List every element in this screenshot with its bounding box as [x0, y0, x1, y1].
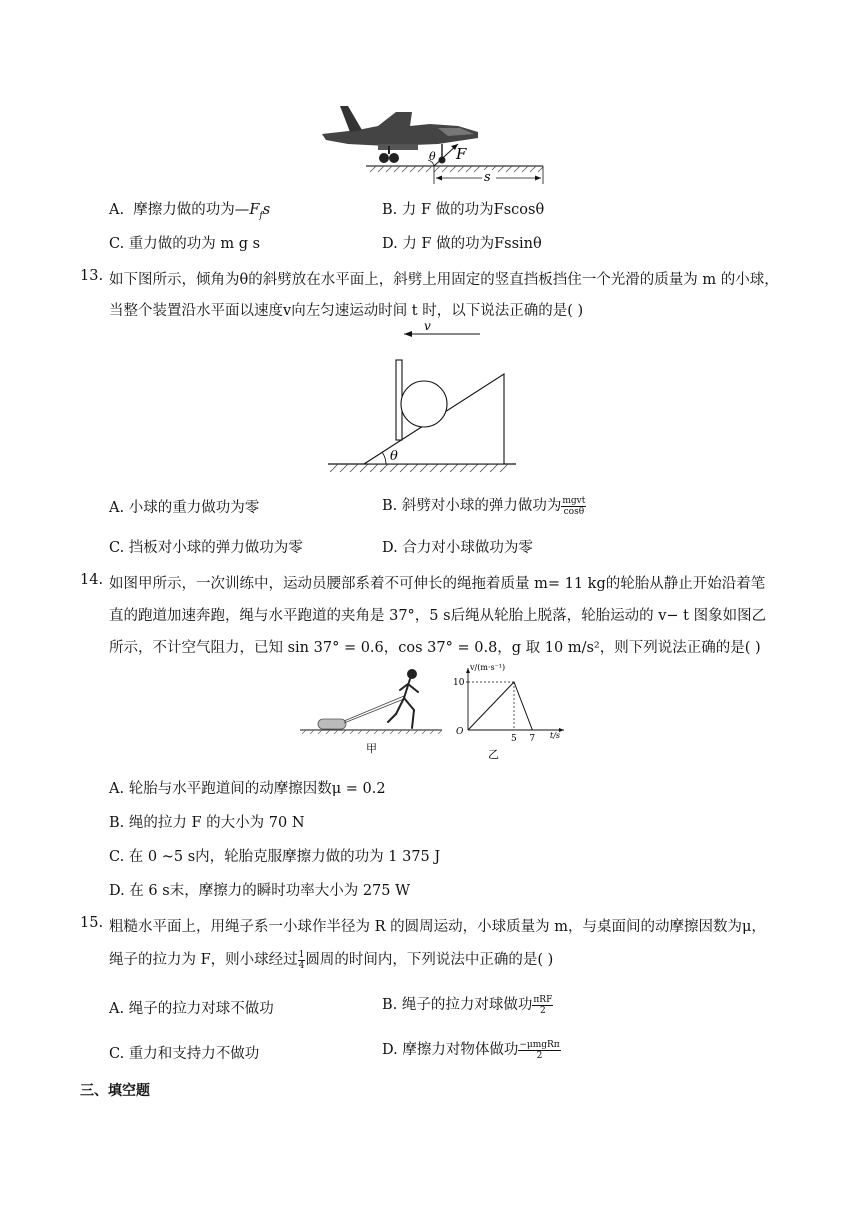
q12-option-b: B. 力 F 做的功为Fscosθ	[382, 202, 545, 218]
q13-option-a: A. 小球的重力做功为零	[109, 500, 260, 516]
figure-yi-label: 乙	[488, 748, 499, 760]
q14-stem-line3: 所示，不计空气阻力，已知 sin 37° = 0.6，cos 37° = 0.8，g 取 10 m/s²，则下列说法正确的是( )	[109, 640, 761, 656]
vt-xtick-label: 7	[529, 734, 536, 744]
displacement-label: s	[484, 170, 491, 185]
q14-option-b: B. 绳的拉力 F 的大小为 70 N	[109, 815, 305, 831]
ball-icon	[401, 381, 447, 427]
q14-option-a: A. 轮胎与水平跑道间的动摩擦因数μ = 0.2	[109, 781, 386, 797]
q14-option-d: D. 在 6 s末，摩擦力的瞬时功率大小为 275 W	[109, 883, 411, 899]
vt-ytick-label: 10	[453, 678, 465, 688]
q15-stem-line2: 绳子的拉力为 F，则小球经过 $\frac{1}{4}$ 圆周的时间内，下列说法中正确的是( )	[109, 949, 554, 971]
origin-label: O	[456, 727, 464, 737]
tire-icon	[318, 719, 346, 729]
q13-option-d: D. 合力对小球做功为零	[382, 540, 533, 556]
q15-stem-line1: 粗糙水平面上，用绳子系一小球作半径为 R 的圆周运动，小球质量为 m，与桌面间的动摩擦因数为μ，	[109, 919, 766, 935]
q14-stem-line1: 如图甲所示，一次训练中，运动员腰部系着不可伸长的绳拖着质量 m= 11 kg的轮胎从静止开始沿着笔	[109, 576, 766, 592]
q14-stem-line2: 直的跑道加速奔跑，绳与水平跑道的夹角是 37°，5 s后绳从轮胎上脱落，轮胎运动的 v− t 图象如图乙	[109, 608, 767, 624]
q15-option-a: A. 绳子的拉力对球不做功	[109, 1001, 274, 1017]
runner-figure	[296, 660, 444, 756]
q13-option-c: C. 挡板对小球的弹力做功为零	[109, 540, 303, 556]
jet-icon	[322, 106, 478, 164]
q12-option-d: D. 力 F 做的功为Fssinθ	[382, 236, 542, 252]
q12-option-c: C. 重力做的功为 m g s	[109, 236, 261, 252]
q15-number: 15.	[80, 915, 104, 931]
force-label: F	[456, 145, 467, 163]
q13-option-b: B. 斜劈对小球的弹力做功为 $\frac{\text{mgvt}}{\cos\theta}$	[382, 495, 586, 517]
theta-label: θ	[390, 449, 398, 464]
vt-xtick-label: 5	[511, 734, 517, 744]
y-axis-label: v/(m·s⁻¹)	[470, 663, 506, 672]
q13-stem-line1: 如下图所示，倾角为θ的斜劈放在水平面上，斜劈上用固定的竖直挡板挡住一个光滑的质量为 m 的小球，	[109, 272, 779, 288]
q14-option-c: C. 在 0 ~5 s内，轮胎克服摩擦力做的功为 1 375 J	[109, 849, 441, 865]
theta-label: θ	[429, 150, 436, 163]
q13-stem-line2: 当整个装置沿水平面以速度v向左匀速运动时间 t 时，以下说法正确的是( )	[109, 303, 584, 319]
x-axis-label: t/s	[550, 731, 561, 740]
q15-option-b: B. 绳子的拉力对球做功 $\frac{\text{πRF}}{2}$	[382, 994, 553, 1016]
runner-icon	[388, 670, 418, 728]
figure-jia-label: 甲	[366, 742, 377, 755]
q12-option-a: A. 摩擦力做的功为$—F_fs$	[109, 202, 271, 221]
q15-option-c: C. 重力和支持力不做功	[109, 1046, 260, 1062]
wedge-figure	[320, 320, 520, 480]
q13-number: 13.	[80, 268, 104, 284]
q15-option-d: D. 摩擦力对物体做功 $\frac{\text{−μmgRπ}}{2}$	[382, 1039, 560, 1061]
vt-series-line	[468, 682, 532, 730]
section-header-fill-in: 三、填空题	[80, 1083, 150, 1099]
velocity-label: v	[424, 320, 431, 333]
q14-number: 14.	[80, 572, 104, 588]
jet-figure	[318, 104, 548, 186]
vt-graph	[452, 662, 570, 760]
